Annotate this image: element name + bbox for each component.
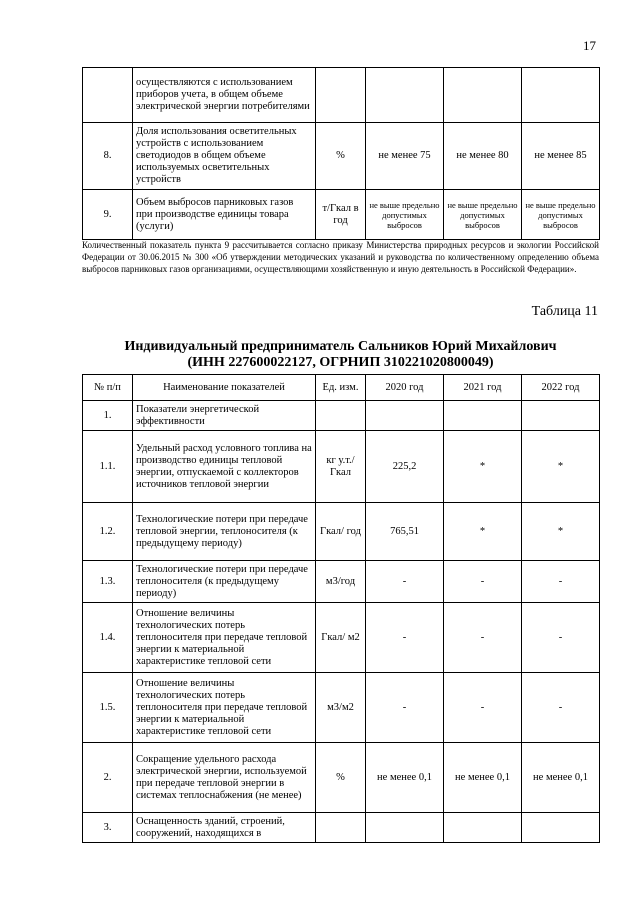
row-number: [83, 68, 133, 123]
value-2020: не выше предельно допустимых выбросов: [366, 190, 444, 240]
value-2022: -: [522, 673, 600, 743]
unit: Гкал/ м2: [316, 603, 366, 673]
unit: [316, 401, 366, 431]
indicators-table-continued: [82, 67, 600, 240]
value-2020: -: [366, 603, 444, 673]
table-row: [83, 561, 600, 603]
indicators-table: [82, 374, 600, 843]
value-2020: не менее 0,1: [366, 743, 444, 813]
value-2021: -: [444, 673, 522, 743]
value-2022: [522, 813, 600, 843]
value-2020: 225,2: [366, 431, 444, 503]
row-number: 1.2.: [83, 503, 133, 561]
header-num: № п/п: [83, 375, 133, 401]
indicator-name: Отношение величины технологических потерь теплоносителя при передаче тепловой энергии к материальной характеристике тепловой сети: [133, 603, 316, 673]
value-2021: -: [444, 603, 522, 673]
indicator-name: Объем выбросов парниковых газов при производстве единицы товара (услуги): [133, 190, 316, 240]
header-2022: 2022 год: [522, 375, 600, 401]
table-row: [83, 68, 600, 123]
unit: [316, 813, 366, 843]
indicator-name: Оснащенность зданий, строений, сооружений, находящихся в: [133, 813, 316, 843]
header-unit: Ед. изм.: [316, 375, 366, 401]
unit: %: [316, 123, 366, 190]
value-2020: -: [366, 561, 444, 603]
organization-title: [82, 339, 599, 371]
unit: м3/год: [316, 561, 366, 603]
table-header-row: [83, 375, 600, 401]
table-label: Таблица 11: [531, 304, 598, 319]
unit: кг у.т./ Гкал: [316, 431, 366, 503]
row-number: 1.1.: [83, 431, 133, 503]
header-2020: 2020 год: [366, 375, 444, 401]
table-row: [83, 743, 600, 813]
table-row: [83, 503, 600, 561]
value-2020: [366, 68, 444, 123]
indicator-name: Технологические потери при передаче теплоносителя (к предыдущему периоду): [133, 561, 316, 603]
value-2021: [444, 813, 522, 843]
value-2022: не менее 0,1: [522, 743, 600, 813]
value-2022: *: [522, 503, 600, 561]
indicator-name: Технологические потери при передаче тепловой энергии, теплоносителя (к предыдущему периоду): [133, 503, 316, 561]
value-2020: [366, 401, 444, 431]
unit: Гкал/ год: [316, 503, 366, 561]
value-2020: [366, 813, 444, 843]
value-2022: -: [522, 603, 600, 673]
value-2021: *: [444, 431, 522, 503]
indicator-name: Доля использования осветительных устройств с использованием светодиодов в общем объеме используемых осветительных устройств: [133, 123, 316, 190]
row-number: 3.: [83, 813, 133, 843]
value-2021: не выше предельно допустимых выбросов: [444, 190, 522, 240]
row-number: 8.: [83, 123, 133, 190]
value-2021: не менее 80: [444, 123, 522, 190]
header-name: Наименование показателей: [133, 375, 316, 401]
value-2020: не менее 75: [366, 123, 444, 190]
indicator-name: Показатели энергетической эффективности: [133, 401, 316, 431]
value-2021: -: [444, 561, 522, 603]
indicator-name: осуществляются с использованием приборов учета, в общем объеме электрической энергии потребителями: [133, 68, 316, 123]
table-row: [83, 673, 600, 743]
value-2022: не менее 85: [522, 123, 600, 190]
value-2022: [522, 68, 600, 123]
footnote: Количественный показатель пункта 9 рассчитывается согласно приказу Министерства природных ресурсов и экологии Российской Федерации от 30.06.2015 № 300 «Об утверждении методических указаний и руководства по количественному определению объема выбросов парниковых газов организациями, осуществляющими хозяйственную и иную деятельность в Российской Федерации».: [82, 240, 599, 274]
row-number: 1.3.: [83, 561, 133, 603]
value-2022: не выше предельно допустимых выбросов: [522, 190, 600, 240]
value-2021: не менее 0,1: [444, 743, 522, 813]
header-2021: 2021 год: [444, 375, 522, 401]
organization-name: Индивидуальный предприниматель Сальников Юрий Михайлович: [124, 339, 557, 354]
value-2020: -: [366, 673, 444, 743]
page-number: 17: [583, 38, 596, 53]
value-2021: [444, 68, 522, 123]
table-row: [83, 401, 600, 431]
table-row: [83, 123, 600, 190]
indicator-name: Отношение величины технологических потерь теплоносителя при передаче тепловой энергии к материальной характеристике тепловой сети: [133, 673, 316, 743]
value-2022: [522, 401, 600, 431]
row-number: 2.: [83, 743, 133, 813]
row-number: 1.: [83, 401, 133, 431]
value-2022: *: [522, 431, 600, 503]
table-row: [83, 190, 600, 240]
unit: м3/м2: [316, 673, 366, 743]
unit: [316, 68, 366, 123]
unit: т/Гкал в год: [316, 190, 366, 240]
unit: %: [316, 743, 366, 813]
table-row: [83, 603, 600, 673]
table-row: [83, 813, 600, 843]
table-row: [83, 431, 600, 503]
value-2020: 765,51: [366, 503, 444, 561]
value-2021: [444, 401, 522, 431]
indicator-name: Сокращение удельного расхода электрической энергии, используемой при передаче тепловой энергии в системах теплоснабжения (не менее): [133, 743, 316, 813]
row-number: 1.4.: [83, 603, 133, 673]
value-2022: -: [522, 561, 600, 603]
row-number: 9.: [83, 190, 133, 240]
indicator-name: Удельный расход условного топлива на производство единицы тепловой энергии, отпускаемой с коллекторов источников тепловой энергии: [133, 431, 316, 503]
value-2021: *: [444, 503, 522, 561]
organization-ids: (ИНН 227600022127, ОГРНИП 310221020800049): [187, 355, 494, 370]
row-number: 1.5.: [83, 673, 133, 743]
